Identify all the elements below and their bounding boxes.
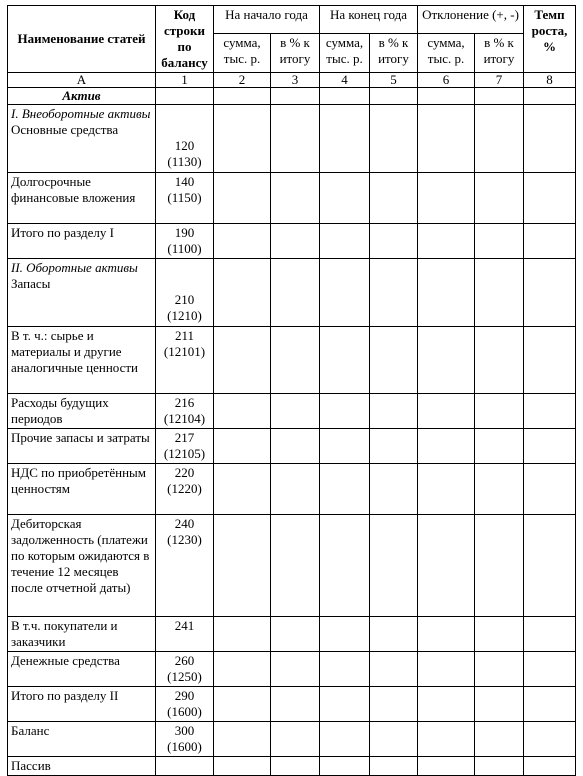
balance-table (7, 5, 576, 776)
row-name-cell (8, 327, 156, 394)
table-cell (320, 105, 370, 173)
table-cell (475, 652, 524, 687)
header-start-sum: сумма, тыс. р. (214, 33, 271, 72)
row-code-cell (156, 224, 214, 259)
table-cell (418, 327, 475, 394)
table-cell (320, 515, 370, 617)
row-name-label: Запасы (11, 276, 51, 291)
row-name-cell (8, 259, 156, 327)
table-cell (524, 464, 576, 515)
row-code-new: (1600) (167, 704, 202, 719)
row-code: 217 (174, 430, 195, 445)
table-cell (271, 224, 320, 259)
row-code-cell (156, 515, 214, 617)
table-cell (475, 105, 524, 173)
table-cell (370, 687, 418, 722)
row-name-label: Дебиторская задолженность (платежи по которым ожидаются в течение 12 месяцев после отчетной даты) (11, 516, 150, 595)
header-row-1 (8, 6, 576, 34)
table-row (8, 687, 576, 722)
table-cell (475, 88, 524, 105)
row-name-label: В т.ч. покупатели и заказчики (11, 618, 118, 649)
table-row (8, 515, 576, 617)
header-name: Наименование статей (8, 6, 156, 73)
row-name-cell (8, 105, 156, 173)
table-cell (320, 259, 370, 327)
row-name-label: Долгосрочные финансовые вложения (11, 174, 136, 205)
table-cell (214, 429, 271, 464)
col-number: 7 (475, 73, 524, 88)
table-cell (320, 722, 370, 757)
table-row (8, 464, 576, 515)
table-row (8, 259, 576, 327)
row-code-cell (156, 173, 214, 224)
table-cell (271, 173, 320, 224)
table-cell (320, 429, 370, 464)
table-cell (320, 464, 370, 515)
row-code-cell (156, 464, 214, 515)
table-cell (370, 515, 418, 617)
table-cell (271, 652, 320, 687)
header-dev-pct: в % к итогу (475, 33, 524, 72)
table-cell (475, 173, 524, 224)
table-cell (214, 394, 271, 429)
row-code-cell (156, 259, 214, 327)
header-end-pct: в % к итогу (370, 33, 418, 72)
table-row (8, 224, 576, 259)
table-cell (320, 224, 370, 259)
table-cell (271, 722, 320, 757)
table-cell (214, 224, 271, 259)
header-growth: Темп роста, % (524, 6, 576, 73)
table-cell (524, 88, 576, 105)
row-code: 300 (174, 723, 195, 738)
table-cell (214, 722, 271, 757)
row-name-cell (8, 394, 156, 429)
header-end-sum: сумма, тыс. р. (320, 33, 370, 72)
row-code-new: (1210) (167, 308, 202, 323)
row-name-label: Основные средства (11, 122, 119, 137)
table-cell (214, 88, 271, 105)
table-cell (320, 757, 370, 776)
table-cell (475, 259, 524, 327)
table-cell (418, 224, 475, 259)
table-row (8, 722, 576, 757)
table-cell (271, 757, 320, 776)
table-cell (524, 722, 576, 757)
table-cell (475, 515, 524, 617)
table-cell (320, 652, 370, 687)
row-name-label: Денежные средства (11, 653, 120, 668)
table-cell (271, 464, 320, 515)
table-cell (370, 105, 418, 173)
table-cell (524, 757, 576, 776)
row-name-cell (8, 757, 156, 776)
table-cell (320, 88, 370, 105)
table-cell (214, 515, 271, 617)
row-name-label: Итого по разделу II (11, 688, 119, 703)
code-spacer (157, 260, 212, 292)
row-code-new: (1150) (167, 190, 202, 205)
table-cell (271, 394, 320, 429)
table-row (8, 173, 576, 224)
table-cell (418, 757, 475, 776)
table-row (8, 617, 576, 652)
row-code: 210 (174, 292, 195, 307)
table-cell (370, 327, 418, 394)
table-cell (271, 687, 320, 722)
table-cell (418, 259, 475, 327)
table-cell (418, 687, 475, 722)
table-cell (524, 429, 576, 464)
section-active-label: Актив (8, 88, 156, 105)
balance-analysis-sheet (7, 5, 576, 776)
table-cell (214, 464, 271, 515)
table-cell (370, 259, 418, 327)
table-cell (524, 173, 576, 224)
table-cell (418, 464, 475, 515)
table-cell (271, 105, 320, 173)
table-cell (418, 515, 475, 617)
row-code: 240 (174, 516, 195, 531)
row-code-cell (156, 722, 214, 757)
table-cell (475, 722, 524, 757)
table-cell (475, 327, 524, 394)
col-number: 8 (524, 73, 576, 88)
header-start-pct: в % к итогу (271, 33, 320, 72)
row-name-cell (8, 722, 156, 757)
row-code-cell (156, 105, 214, 173)
table-cell (524, 515, 576, 617)
row-code: 140 (174, 174, 195, 189)
table-cell (214, 652, 271, 687)
row-name-cell (8, 515, 156, 617)
table-cell (214, 687, 271, 722)
row-code: 211 (174, 328, 195, 343)
column-numbers-row (8, 73, 576, 88)
table-cell (320, 173, 370, 224)
table-cell (370, 757, 418, 776)
table-cell (271, 88, 320, 105)
table-cell (524, 105, 576, 173)
table-cell (370, 394, 418, 429)
table-cell (475, 617, 524, 652)
table-row (8, 105, 576, 173)
row-name-cell (8, 224, 156, 259)
col-number: 1 (156, 73, 214, 88)
table-cell (370, 617, 418, 652)
row-code: 190 (174, 225, 195, 240)
table-cell (370, 429, 418, 464)
table-cell (320, 394, 370, 429)
row-code-cell (156, 327, 214, 394)
table-cell (418, 394, 475, 429)
row-name-label: В т. ч.: сырье и материалы и другие аналогичные ценности (11, 328, 139, 375)
table-cell (370, 173, 418, 224)
table-cell (320, 327, 370, 394)
table-cell (475, 757, 524, 776)
table-row (8, 394, 576, 429)
row-code-new: (1130) (167, 154, 202, 169)
col-number: А (8, 73, 156, 88)
table-cell (524, 327, 576, 394)
row-name-label: Пассив (11, 758, 51, 773)
code-spacer (157, 106, 212, 138)
row-code-cell (156, 429, 214, 464)
section-row-active (8, 88, 576, 105)
table-cell (271, 259, 320, 327)
col-number: 5 (370, 73, 418, 88)
table-cell (370, 224, 418, 259)
row-name-label: Итого по разделу I (11, 225, 114, 240)
row-name-label: НДС по приобретённым ценностям (11, 465, 147, 496)
row-code: 120 (174, 138, 195, 153)
table-cell (524, 259, 576, 327)
table-row (8, 327, 576, 394)
row-code-new: (1230) (167, 532, 202, 547)
row-code: 220 (174, 465, 195, 480)
table-cell (524, 687, 576, 722)
header-code: Код строки по балансу (156, 6, 214, 73)
table-cell (271, 327, 320, 394)
row-name-cell (8, 429, 156, 464)
table-cell (418, 105, 475, 173)
table-row (8, 429, 576, 464)
table-cell (214, 173, 271, 224)
row-name-cell (8, 173, 156, 224)
table-cell (214, 259, 271, 327)
table-cell (475, 464, 524, 515)
row-name-label: Прочие запасы и затраты (11, 430, 150, 445)
table-cell (418, 429, 475, 464)
table-cell (214, 327, 271, 394)
table-cell (271, 515, 320, 617)
header-deviation: Отклонение (+, -) (418, 6, 524, 34)
header-end: На конец года (320, 6, 418, 34)
row-code-cell (156, 394, 214, 429)
header-dev-sum: сумма, тыс. р. (418, 33, 475, 72)
table-cell (320, 617, 370, 652)
table-cell (214, 757, 271, 776)
row-code: 290 (174, 688, 195, 703)
table-cell (214, 617, 271, 652)
row-code-new: (1220) (167, 481, 202, 496)
table-cell (524, 652, 576, 687)
col-number: 3 (271, 73, 320, 88)
table-cell (370, 722, 418, 757)
table-cell (418, 617, 475, 652)
table-row (8, 757, 576, 776)
row-code-new: (12104) (163, 411, 206, 426)
row-code: 241 (174, 618, 195, 633)
row-name-cell (8, 687, 156, 722)
row-code-new: (1100) (167, 241, 202, 256)
table-cell (475, 394, 524, 429)
table-row (8, 652, 576, 687)
row-code-new: (1250) (167, 669, 202, 684)
row-name-cell (8, 617, 156, 652)
table-cell (418, 173, 475, 224)
table-cell (524, 394, 576, 429)
row-code-new: (12101) (163, 344, 206, 359)
table-cell (418, 652, 475, 687)
row-group-label: II. Оборотные активы (11, 260, 138, 275)
row-group-label: I. Внеоборотные активы (11, 106, 151, 121)
table-cell (475, 687, 524, 722)
table-cell (370, 464, 418, 515)
row-code-new: (1600) (167, 739, 202, 754)
table-cell (370, 88, 418, 105)
header-start: На начало года (214, 6, 320, 34)
col-number: 6 (418, 73, 475, 88)
table-cell (524, 224, 576, 259)
table-cell (524, 617, 576, 652)
table-cell (475, 429, 524, 464)
row-code: 260 (174, 653, 195, 668)
row-code-cell (156, 687, 214, 722)
table-cell (320, 687, 370, 722)
row-code-cell (156, 652, 214, 687)
table-cell (156, 88, 214, 105)
row-code-cell (156, 757, 214, 776)
row-name-label: Баланс (11, 723, 50, 738)
row-code-cell (156, 617, 214, 652)
row-code: 216 (174, 395, 195, 410)
row-code-new: (12105) (163, 446, 206, 461)
row-name-cell (8, 652, 156, 687)
table-cell (475, 224, 524, 259)
table-cell (418, 722, 475, 757)
row-name-cell (8, 464, 156, 515)
table-cell (418, 88, 475, 105)
row-name-label: Расходы будущих периодов (11, 395, 109, 426)
table-cell (214, 105, 271, 173)
table-cell (271, 429, 320, 464)
col-number: 4 (320, 73, 370, 88)
table-cell (271, 617, 320, 652)
table-cell (370, 652, 418, 687)
col-number: 2 (214, 73, 271, 88)
table-body (8, 88, 576, 776)
